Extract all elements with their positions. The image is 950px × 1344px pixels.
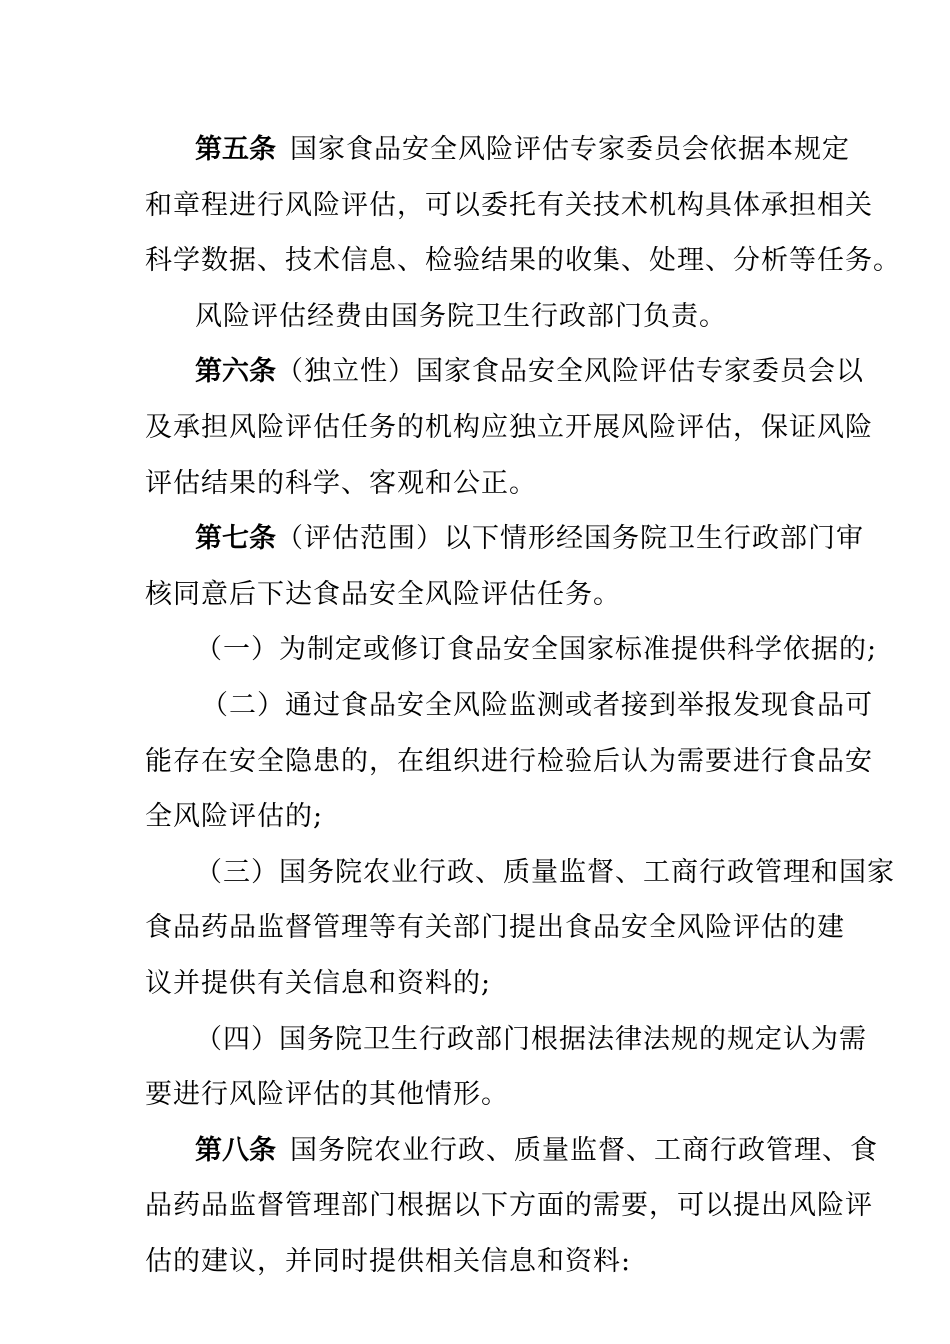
article7-item4-line1: （四）国务院卫生行政部门根据法律法规的规定认为需 bbox=[195, 1023, 867, 1055]
article7-heading: 第七条 bbox=[195, 523, 276, 555]
article5-line3: 科学数据、技术信息、检验结果的收集、处理、分析等任务。 bbox=[145, 245, 901, 277]
article7-line1 bbox=[145, 511, 864, 567]
article7-item2-line1: （二）通过食品安全风险监测或者接到举报发现食品可 bbox=[201, 689, 873, 721]
article5-para2: 风险评估经费由国务院卫生行政部门负责。 bbox=[195, 300, 727, 332]
article7-item2-line2: 能存在安全隐患的，在组织进行检验后认为需要进行食品安 bbox=[145, 745, 873, 777]
article7-item2-line3: 全风险评估的; bbox=[145, 801, 324, 833]
document-page bbox=[145, 122, 901, 1289]
article8-line3: 估的建议，并同时提供相关信息和资料: bbox=[145, 1245, 632, 1277]
article8-line2: 品药品监督管理部门根据以下方面的需要，可以提出风险评 bbox=[145, 1190, 873, 1222]
article5-heading: 第五条 bbox=[195, 134, 276, 165]
article6-line1 bbox=[145, 344, 864, 400]
article8-text: 国务院农业行政、质量监督、工商行政管理、食 bbox=[290, 1134, 878, 1166]
article7-item3-line1: （三）国务院农业行政、质量监督、工商行政管理和国家 bbox=[195, 856, 895, 888]
article8-line1 bbox=[145, 1123, 878, 1179]
article6-line2: 及承担风险评估任务的机构应独立开展风险评估，保证风险 bbox=[145, 411, 873, 443]
article5-line1 bbox=[145, 122, 850, 178]
article7-item1: （一）为制定或修订食品安全国家标准提供科学依据的; bbox=[195, 634, 878, 666]
article6-line3: 评估结果的科学、客观和公正。 bbox=[145, 467, 537, 499]
article5-text: 国家食品安全风险评估专家委员会依据本规定 bbox=[290, 134, 850, 165]
article5-line2: 和章程进行风险评估，可以委托有关技术机构具体承担相关 bbox=[145, 189, 873, 221]
article6-text: （独立性）国家食品安全风险评估专家委员会以 bbox=[276, 356, 864, 388]
article6-heading: 第六条 bbox=[195, 356, 276, 388]
article7-text: （评估范围）以下情形经国务院卫生行政部门审 bbox=[276, 523, 864, 555]
article7-line2: 核同意后下达食品安全风险评估任务。 bbox=[145, 578, 621, 610]
article7-item3-line2: 食品药品监督管理等有关部门提出食品安全风险评估的建 bbox=[145, 912, 845, 944]
article7-item4-line2: 要进行风险评估的其他情形。 bbox=[145, 1079, 509, 1111]
article7-item3-line3: 议并提供有关信息和资料的; bbox=[145, 967, 492, 999]
article8-heading: 第八条 bbox=[195, 1134, 276, 1166]
